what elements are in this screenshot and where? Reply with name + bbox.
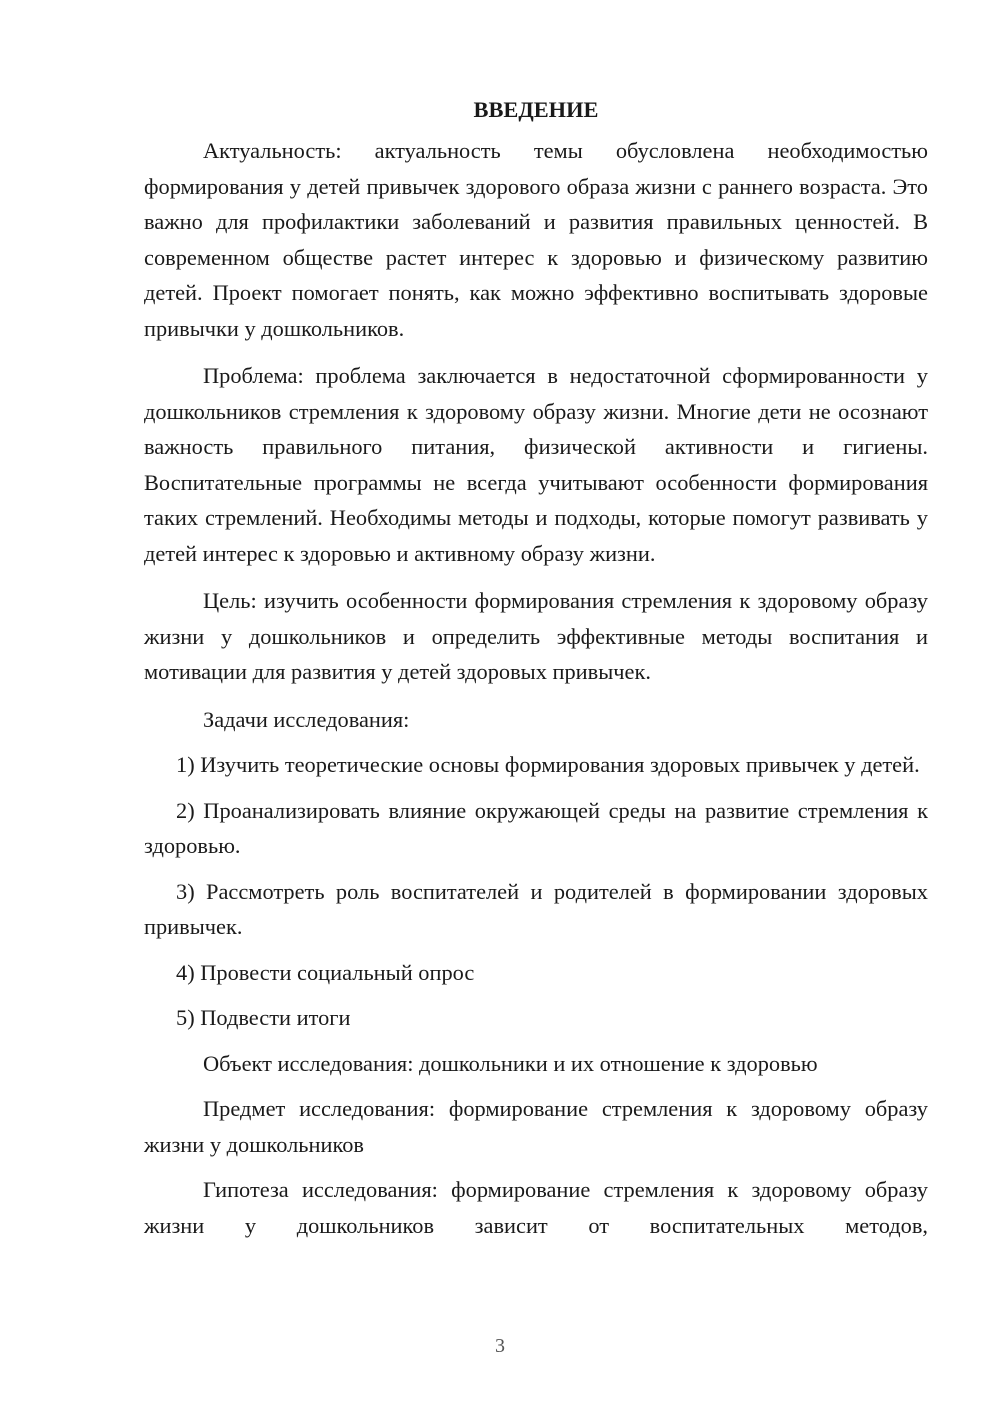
paragraph-subject: Предмет исследования: формирование стремления к здоровому образу жизни у дошкольников — [144, 1096, 928, 1157]
paragraph-goal: Цель: изучить особенности формирования стремления к здоровому образу жизни у дошкольников и определить эффективные методы воспитания и мотивации для развития у детей здоровых привычек. — [144, 588, 928, 684]
task-item-1: 1) Изучить теоретические основы формирования здоровых привычек у детей. — [176, 752, 920, 777]
task-item-5: 5) Подвести итоги — [176, 1005, 351, 1030]
task-item-3: 3) Рассмотреть роль воспитателей и родителей в формировании здоровых привычек. — [144, 878, 928, 939]
paragraph-object: Объект исследования: дошкольники и их отношение к здоровью — [203, 1050, 818, 1076]
paragraph-hypothesis: Гипотеза исследования: формирование стремления к здоровому образу жизни у дошкольников зависит от воспитательных методов, — [144, 1177, 928, 1238]
page-number: 3 — [495, 1335, 505, 1357]
tasks-heading: Задачи исследования: — [203, 706, 410, 732]
paragraph-relevance: Актуальность: актуальность темы обусловлена необходимостью формирования у детей привычек здорового образа жизни с раннего возраста. Это важно для профилактики заболеваний и развития правильных ценностей. В современном обществе растет интерес к здоровью и физическому развитию детей. Проект помогает понять, как можно эффективно воспитывать здоровые привычки у дошкольников. — [144, 138, 928, 341]
section-title: ВВЕДЕНИЕ — [473, 97, 599, 122]
paragraph-problem: Проблема: проблема заключается в недостаточной сформированности у дошкольников стремления к здоровому образу жизни. Многие дети не осознают важность правильного питания, физической активности и гигиены. Воспитательные программы не всегда учитывают особенности формирования таких стремлений. Необходимы методы и подходы, которые помогут развивать у детей интерес к здоровью и активному образу жизни. — [144, 363, 928, 566]
task-item-4: 4) Провести социальный опрос — [176, 959, 475, 985]
task-item-2: 2) Проанализировать влияние окружающей среды на развитие стремления к здоровью. — [144, 797, 928, 858]
document-page — [144, 92, 928, 1243]
